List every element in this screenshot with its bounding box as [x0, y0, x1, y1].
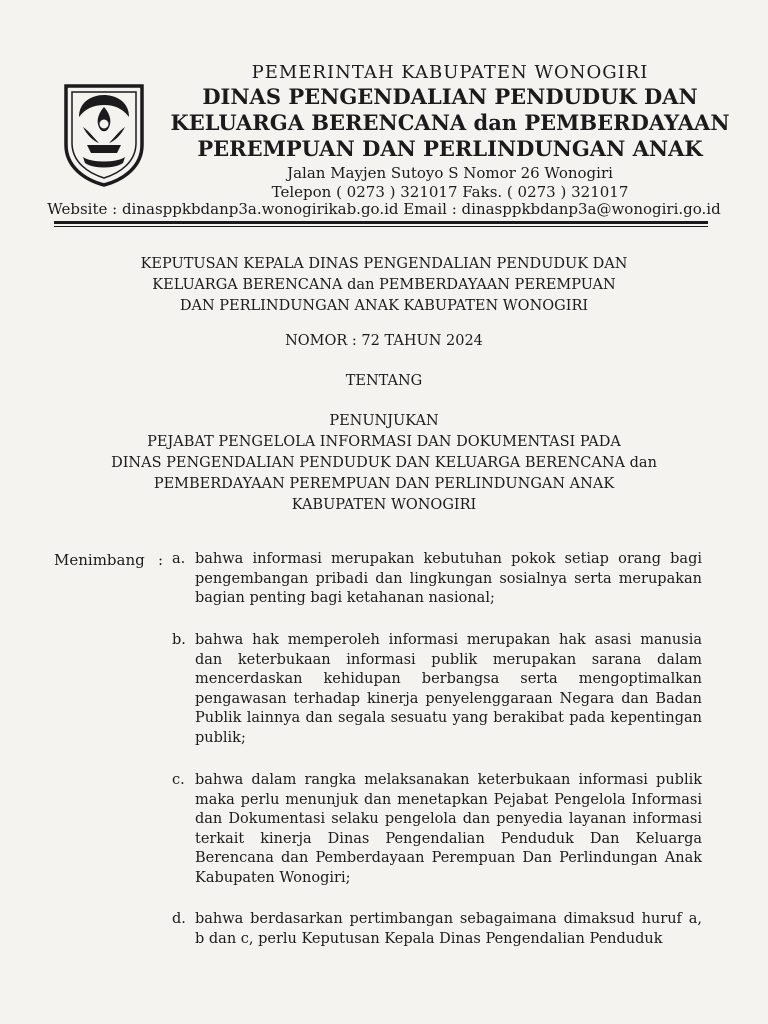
letterhead	[150, 62, 750, 202]
considering-colon: :	[158, 551, 164, 569]
subject-line: PEJABAT PENGELOLA INFORMASI DAN DOKUMENTASI PADA	[147, 434, 621, 450]
considering-label: Menimbang	[54, 551, 145, 569]
decree-title-line: KELUARGA BERENCANA dan PEMBERDAYAAN PEREMPUAN	[152, 277, 616, 293]
letterhead-divider-thick	[54, 221, 708, 224]
agency-name-line-3: PEREMPUAN DAN PERLINDUNGAN ANAK	[197, 136, 703, 161]
subject-line: PEMBERDAYAAN PEREMPUAN DAN PERLINDUNGAN ANAK	[153, 476, 615, 492]
considering-item	[172, 631, 702, 748]
item-letter: d.	[172, 911, 186, 927]
decree-subject	[0, 411, 768, 516]
letterhead-divider-thin	[54, 226, 708, 227]
subject-line: KABUPATEN WONOGIRI	[291, 497, 477, 513]
item-letter: c.	[172, 772, 185, 788]
decree-title-line: DAN PERLINDUNGAN ANAK KABUPATEN WONOGIRI	[179, 298, 589, 314]
considering-item	[172, 910, 702, 949]
item-text: bahwa informasi merupakan kebutuhan pokok setiap orang bagi pengembangan pribadi dan lingkungan sosialnya serta merupakan bagian penting bagi ketahanan nasional;	[195, 551, 702, 606]
item-letter: b.	[172, 632, 186, 648]
considering-item	[172, 771, 702, 888]
item-letter: a.	[172, 551, 186, 567]
decree-title	[0, 254, 768, 317]
decree-about: TENTANG	[345, 373, 423, 389]
item-text: bahwa berdasarkan pertimbangan sebagaimana dimaksud huruf a, b dan c, perlu Keputusan Kepala Dinas Pengendalian Penduduk	[195, 911, 702, 947]
regency-emblem-icon	[63, 83, 145, 187]
website-email-line: Website : dinasppkbdanp3a.wonogirikab.go.id Email : dinasppkbdanp3a@wonogiri.go.id	[47, 200, 721, 218]
item-text: bahwa hak memperoleh informasi merupakan hak asasi manusia dan keterbukaan informasi publik merupakan sarana dalam mencerdaskan kehidupan berbangsa serta mengoptimalkan pengawasan terhadap kinerja penyelenggaraan Negara dan Badan Publik lainnya dan segala sesuatu yang berakibat pada kepentingan publik;	[195, 632, 702, 746]
decree-number: NOMOR : 72 TAHUN 2024	[285, 333, 483, 349]
government-name: PEMERINTAH KABUPATEN WONOGIRI	[251, 62, 649, 83]
subject-line: DINAS PENGENDALIAN PENDUDUK DAN KELUARGA BERENCANA dan	[111, 455, 657, 471]
subject-line: PENUNJUKAN	[329, 413, 439, 429]
agency-name-line-2: KELUARGA BERENCANA dan PEMBERDAYAAN	[170, 110, 730, 135]
decree-title-line: KEPUTUSAN KEPALA DINAS PENGENDALIAN PENDUDUK DAN	[140, 256, 628, 272]
considering-item	[172, 550, 702, 609]
agency-phone: Telepon ( 0273 ) 321017 Faks. ( 0273 ) 321017	[271, 183, 629, 201]
item-text: bahwa dalam rangka melaksanakan keterbukaan informasi publik maka perlu menunjuk dan menetapkan Pejabat Pengelola Informasi dan Dokumentasi selaku pengelola dan penyedia layanan informasi terkait kinerja Dinas Pengendalian Penduduk Dan Keluarga Berencana dan Pemberdayaan Perempuan Dan Perlindungan Anak Kabupaten Wonogiri;	[195, 772, 702, 886]
agency-address: Jalan Mayjen Sutoyo S Nomor 26 Wonogiri	[287, 164, 613, 182]
agency-name-line-1: DINAS PENGENDALIAN PENDUDUK DAN	[202, 84, 698, 109]
